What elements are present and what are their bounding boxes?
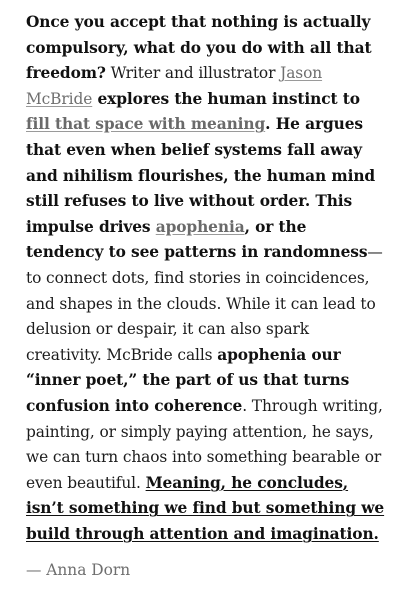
signature: — Anna Dorn: [26, 561, 131, 580]
bold-run-argument: . He argues that even when belief systems fall away and nihilism flourishes, the human mind still refuses to live without order. This impulse drives: [26, 115, 376, 236]
bold-run-definition: , or the tendency to see patterns in randomness: [26, 217, 368, 262]
text-run: Writer and illustrator: [105, 64, 281, 83]
text-run-examples: —to connect dots, find stories in coincidences, and shapes in the clouds. While it can lead to delusion or despair, it can also spark creativity. McBride calls: [26, 243, 383, 364]
lead-question: Once you accept that nothing is actually compulsory, what do you do with all that freedom?: [26, 13, 372, 83]
conclusion-underlined: Meaning, he concludes, isn’t something we find but something we build through attention and imagination.: [26, 473, 385, 543]
apophenia-link[interactable]: apophenia: [155, 217, 245, 236]
meaning-link[interactable]: fill that space with meaning: [26, 115, 266, 134]
bold-run: explores the human instinct to: [92, 89, 360, 108]
bold-run-inner-poet: apophenia our “inner poet,” the part of us that turns confusion into coherence: [26, 345, 350, 415]
author-link[interactable]: Jason McBride: [26, 64, 323, 108]
text-run-chaos: . Through writing, painting, or simply paying attention, he says, we can turn chaos into something bearable or even beautiful.: [26, 396, 383, 492]
article-paragraph: [26, 10, 388, 547]
